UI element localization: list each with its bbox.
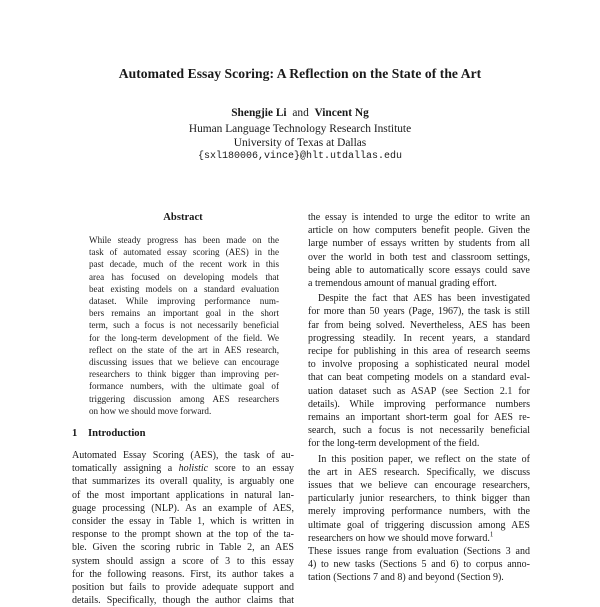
body-line: large number of essays written by students from all — [308, 238, 530, 250]
body-line: particularly junior researchers, to think bigger than — [308, 493, 530, 505]
body-line: 4) to new tasks (Sections 5 and 6) to corpus anno- — [308, 559, 530, 571]
body-line: issues that we believe can encourage researchers, — [308, 480, 530, 492]
body-line: guage processing (NLP). As an example of AES, — [72, 502, 294, 514]
body-line: progressing steadily. In recent years, a standard — [308, 332, 530, 344]
abstract-line: term, such a focus is not necessarily beneficial — [89, 320, 279, 331]
abstract-line: beat existing models on a standard evaluation — [89, 283, 279, 294]
abstract-line: reflect on the state of the art in AES research, — [89, 344, 279, 355]
introduction-body — [72, 449, 294, 607]
affiliation-university: University of Texas at Dallas — [233, 137, 367, 149]
abstract-body — [89, 234, 279, 417]
abstract-line: discussing issues that we believe can encourage — [89, 357, 279, 368]
abstract-line: dataset. While improving performance num- — [89, 296, 279, 307]
body-line: ble. Given the scoring rubric in Table 2, an AES — [72, 542, 294, 554]
section-number: 1 — [72, 428, 78, 439]
body-line: consider the essay in Table 1, which is written in — [72, 516, 294, 528]
abstract-line: researchers to think bigger than improving per- — [89, 369, 279, 380]
emphasis-holistic: holistic — [178, 463, 209, 475]
paper-title: Automated Essay Scoring: A Reflection on the State of the Art — [118, 66, 482, 81]
body-line: over the world in both test and classroom settings, — [308, 251, 530, 263]
body-line: for the long-term development of the field. — [308, 438, 480, 450]
body-line: to involve proposing a sophisticated neural model — [308, 359, 530, 371]
author-name: Shengjie Li — [231, 107, 287, 119]
body-line: far from being solved. Nevertheless, AES has been — [308, 319, 530, 331]
abstract-line: While steady progress has been made on the — [89, 235, 279, 245]
abstract-line: bers remains an important goal in the short — [89, 308, 279, 319]
body-line: tomatically assigning a holistic score to an essay — [72, 463, 295, 475]
body-line: that summarizes its overall quality, is arguably one — [72, 476, 294, 488]
abstract-line: triggering discussion among AES researchers — [89, 393, 279, 404]
body-line: that can beat competing models on a standard eval- — [308, 372, 530, 384]
body-line: article on how computers benefit people. Given the — [308, 225, 530, 237]
author-conjunction: and — [292, 107, 309, 119]
author-name: Vincent Ng — [314, 107, 369, 119]
body-line: Automated Essay Scoring (AES), the task of au- — [72, 450, 294, 461]
body-line: of the most important applications in natural lan- — [72, 489, 294, 501]
abstract-line: area has focused on developing models that — [89, 271, 279, 282]
body-line: position but fails to provide adequate support and — [72, 582, 294, 594]
footnote-marker[interactable]: 1 — [489, 530, 494, 539]
section-heading — [72, 428, 146, 439]
abstract-line: task of automated essay scoring (AES) in the — [89, 247, 279, 258]
body-line: for more than 50 years (Page, 1967), the task is still — [308, 306, 530, 318]
author-email: {sxl180006,vince}@hlt.utdallas.edu — [197, 151, 403, 162]
body-line: tation (Sections 7 and 8) and beyond (Section 9). — [308, 572, 504, 584]
right-column-body — [308, 211, 530, 585]
body-line: These issues range from evaluation (Sections 3 and — [308, 546, 530, 558]
body-line: response to the prompt shown at the top of the ta- — [72, 529, 294, 541]
body-line: being able to automatically score essays could save — [308, 264, 530, 276]
body-line: Despite the fact that AES has been investigated — [318, 293, 530, 305]
body-line: recipe for publishing in this area of research seems — [308, 346, 530, 358]
body-line: for the following reasons. First, its author takes a — [72, 568, 294, 580]
body-line: details). While improving performance numbers — [308, 398, 530, 410]
body-line: a tremendous amount of manual grading effort. — [308, 278, 497, 290]
abstract-heading: Abstract — [163, 212, 203, 223]
abstract-line: on how we should move forward. — [89, 405, 212, 416]
body-line: uation dataset such as ASAP (see Section 2.1 for — [308, 385, 530, 397]
body-line: remains an important short-term goal for AES re- — [308, 412, 530, 424]
body-line: the essay is intended to urge the editor to write an — [308, 212, 530, 223]
body-line: merely improving performance numbers, with the — [308, 506, 530, 518]
body-line: In this position paper, we reflect on the state of — [318, 453, 530, 465]
body-line: ultimate goal of triggering discussion among AES — [308, 519, 530, 531]
affiliation-institute: Human Language Technology Research Institute — [188, 123, 412, 135]
body-line: details. Specifically, though the author claims that — [72, 595, 294, 607]
author-line — [0, 107, 600, 119]
abstract-line: past decade, much of the recent work in this — [89, 259, 279, 270]
body-line: system should assign a score of 3 to this essay — [72, 555, 294, 567]
body-line: search, such a focus is not necessarily beneficial — [308, 425, 530, 437]
section-title: Introduction — [88, 428, 146, 439]
body-line: researchers on how we should move forward.$^1$ — [308, 530, 494, 544]
body-line: the art in AES research. Specifically, we discuss — [308, 466, 530, 478]
abstract-line: formance numbers, with the ultimate goal of — [89, 381, 279, 392]
abstract-line: for the long-term development of the field. We — [89, 332, 279, 343]
